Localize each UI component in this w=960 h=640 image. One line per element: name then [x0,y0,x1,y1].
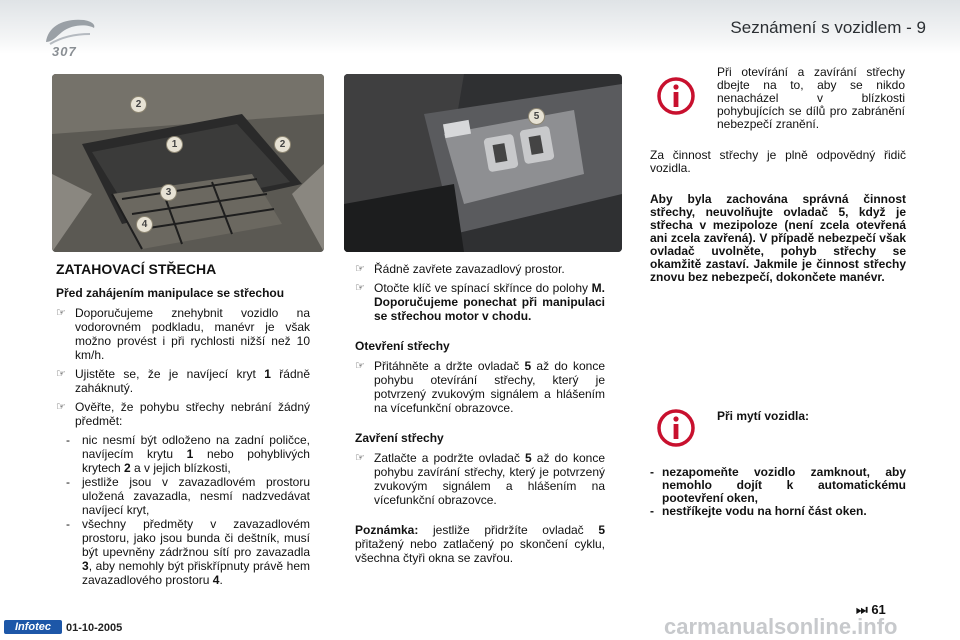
site-watermark: carmanualsonline.info [664,614,898,639]
bullet-close-trunk: ☞ Řádně zavřete zavazadlový prostor. [355,262,565,276]
callout-1: 1 [166,136,183,153]
note-paragraph: Poznámka: jestliže přidržíte ovladač 5 přitažený nebo zatlačený po skončení cyklu, všechna čtyři okna se zavřou. [355,523,605,565]
section-title: ZATAHOVACÍ STŘECHA [56,261,217,277]
warning-text-moving-parts: Při otevírání a zavírání střechy dbejte na to, aby se nikdo nenacházel v blízkosti pohybujících se dílů pro zabránění nebezpečí zranění. [717,65,905,131]
switch-illustration [344,74,622,252]
bullet-key-position: ☞ Otočte klíč ve spínací skřínce do polohy M. Doporučujeme ponechat při manipulaci se střechou motor v chodu. [355,281,605,323]
bullet-cover-hooked: ☞ Ujistěte se, že je navíjecí kryt 1 řádně zaháknutý. [56,367,310,395]
callout-2-right: 2 [274,136,291,153]
callout-5: 5 [528,108,545,125]
info-warning-icon-wash [656,408,696,448]
pointing-hand-icon: ☞ [56,368,66,380]
wash-item-lock: - nezapomeňte vozidlo zamknout, aby nemohlo dojít k automatickému pootevření oken, [650,465,906,505]
car-wash-title: Při mytí vozidla: [717,409,810,423]
switch-warning-paragraph: Aby byla zachována správná činnost střechy, neuvolňujte ovladač 5, když je střecha v mezipoloze (není zcela otevřená ani zcela zavřená). V případě nebezpečí však ovladač uvolněte, pohyb střechy se okamžitě zastaví. Jakmile je činnost střechy znovu bez nebezpečí, dokončete manévr. [650,192,906,284]
pointing-hand-icon: ☞ [355,263,365,275]
dash-item-shelf: - nic nesmí být odloženo na zadní poličce, navíjecím krytu 1 nebo pohyblivých krytech 2 a v jejich blízkosti, [66,433,310,475]
edition-date: 01-10-2005 [66,622,123,634]
roof-switch-photo [344,74,622,252]
pointing-hand-icon: ☞ [56,307,66,319]
pointing-hand-icon: ☞ [56,401,66,413]
callout-2-top: 2 [130,96,147,113]
car-wash-list [650,466,906,518]
bullet-close-roof: ☞ Zatlačte a podržte ovladač 5 až do konce pohybu zavírání střechy, který je potvrzený zvukovým signálem a hlášením na vícefunkční obrazovce. [355,451,605,507]
pointing-hand-icon: ☞ [355,452,365,464]
bullet-level-ground: ☞ Doporučujeme znehybnit vozidlo na vodorovném podkladu, manévr je však možno provést i při rychlosti nižší než 10 km/h. [56,306,310,362]
driver-responsibility-text: Za činnost střechy je plně odpovědný řidič vozidla. [650,148,906,175]
subtitle-before-operation: Před zahájením manipulace se střechou [56,286,285,300]
callout-4: 4 [136,216,153,233]
callout-3: 3 [160,184,177,201]
bullet-no-obstacle: ☞ Ověřte, že pohybu střechy nebrání žádný předmět: [56,400,310,428]
fast-forward-icon: ⏭ [856,602,868,617]
dash-item-luggage: - jestliže jsou v zavazadlovém prostoru uložená zavazadla, nesmí nadzvedávat navíjecí kryt, [66,475,310,517]
column-middle [355,262,605,571]
open-roof-title: Otevření střechy [355,339,450,353]
trunk-photo [52,74,324,252]
infotec-badge: Infotec [4,620,62,634]
close-roof-title: Zavření střechy [355,431,444,445]
bullet-open-roof: ☞ Přitáhněte a držte ovladač 5 až do konce pohybu otevírání střechy, který je potvrzený zvukovým signálem a hlášením na vícefunkční obrazovce. [355,359,605,415]
model-number: 307 [52,44,77,59]
wash-item-spray: - nestříkejte vodu na horní část oken. [650,504,867,518]
pointing-hand-icon: ☞ [355,360,365,372]
pointing-hand-icon: ☞ [355,282,365,294]
page-number: ⏭ 61 [856,602,886,617]
trunk-illustration [52,74,324,252]
page-title: Seznámení s vozidlem - 9 [730,18,926,37]
column-left [56,262,310,587]
info-warning-icon [656,76,696,116]
dash-item-net: - všechny předměty v zavazadlovém prostoru, jako jsou bunda či deštník, musí být upevněny zádržnou sítí pro zavazadla 3, aby nemohly být přiskřípnuty právě hem zavazadlového prostoru 4. [66,517,310,587]
